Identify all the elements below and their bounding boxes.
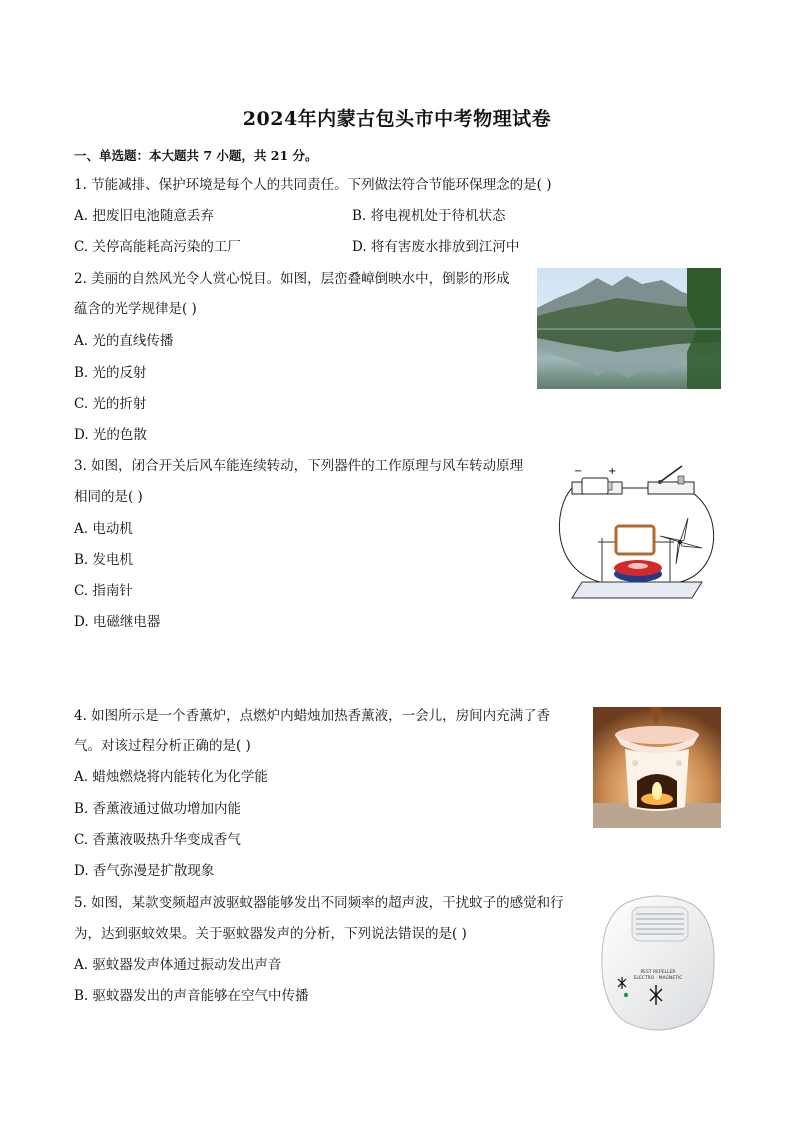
mountain-lake-reflection-image — [537, 268, 721, 389]
question-3-stem-line-2: 相同的是( ) — [74, 489, 143, 505]
q3-option-b[interactable]: B. 发电机 — [74, 552, 134, 568]
question-4-stem-line-1: 4. 如图所示是一个香薰炉，点燃炉内蜡烛加热香薰液，一会儿，房间内充满了香 — [74, 708, 551, 724]
q2-option-b[interactable]: B. 光的反射 — [74, 365, 147, 381]
battery-minus-label: − — [574, 466, 583, 477]
page-title: 2024年内蒙古包头市中考物理试卷 — [242, 108, 552, 130]
section-heading: 一、单选题：本大题共 7 小题，共 21 分。 — [74, 148, 318, 163]
q1-option-b[interactable]: B. 将电视机处于待机状态 — [352, 208, 506, 224]
q1-option-c[interactable]: C. 关停高能耗高污染的工厂 — [74, 239, 241, 255]
q2-option-c[interactable]: C. 光的折射 — [74, 396, 147, 412]
q1-option-d[interactable]: D. 将有害废水排放到江河中 — [352, 239, 520, 255]
q5-option-b[interactable]: B. 驱蚊器发出的声音能够在空气中传播 — [74, 988, 309, 1004]
question-1-stem: 1. 节能减排、保护环境是每个人的共同责任。下列做法符合节能环保理念的是( ) — [74, 177, 552, 193]
device-label-2: ELECTRO · MAGNETIC — [633, 976, 683, 981]
device-label-1: PEST REPELLER — [640, 970, 676, 975]
question-2-stem-line-1: 2. 美丽的自然风光令人赏心悦目。如图，层峦叠嶂倒映水中，倒影的形成 — [74, 271, 510, 287]
q5-option-a[interactable]: A. 驱蚊器发声体通过振动发出声音 — [74, 957, 282, 973]
question-4-stem-line-2: 气。对该过程分析正确的是( ) — [74, 738, 251, 754]
q4-option-b[interactable]: B. 香薰液通过做功增加内能 — [74, 801, 242, 817]
q4-option-c[interactable]: C. 香薰液吸热升华变成香气 — [74, 832, 241, 848]
q4-option-a[interactable]: A. 蜡烛燃烧将内能转化为化学能 — [74, 769, 268, 785]
q3-option-d[interactable]: D. 电磁继电器 — [74, 614, 161, 630]
question-2-stem-line-2: 蕴含的光学规律是( ) — [74, 301, 197, 317]
aroma-burner-image — [593, 707, 721, 828]
q2-option-d[interactable]: D. 光的色散 — [74, 427, 147, 443]
battery-plus-label: + — [608, 466, 617, 477]
q3-option-a[interactable]: A. 电动机 — [74, 521, 133, 537]
q4-option-d[interactable]: D. 香气弥漫是扩散现象 — [74, 863, 215, 879]
q2-option-a[interactable]: A. 光的直线传播 — [74, 333, 174, 349]
motor-circuit-diagram — [552, 460, 724, 604]
question-5-stem-line-1: 5. 如图，某款变频超声波驱蚊器能够发出不同频率的超声波，干扰蚊子的感觉和行 — [74, 895, 564, 911]
mosquito-repeller-image — [596, 893, 720, 1033]
q1-option-a[interactable]: A. 把废旧电池随意丢弃 — [74, 208, 214, 224]
q3-option-c[interactable]: C. 指南针 — [74, 583, 133, 599]
question-5-stem-line-2: 为，达到驱蚊效果。关于驱蚊器发声的分析，下列说法错误的是( ) — [74, 926, 467, 942]
power-indicator-light — [624, 993, 628, 997]
question-3-stem-line-1: 3. 如图，闭合开关后风车能连续转动，下列器件的工作原理与风车转动原理 — [74, 458, 524, 474]
